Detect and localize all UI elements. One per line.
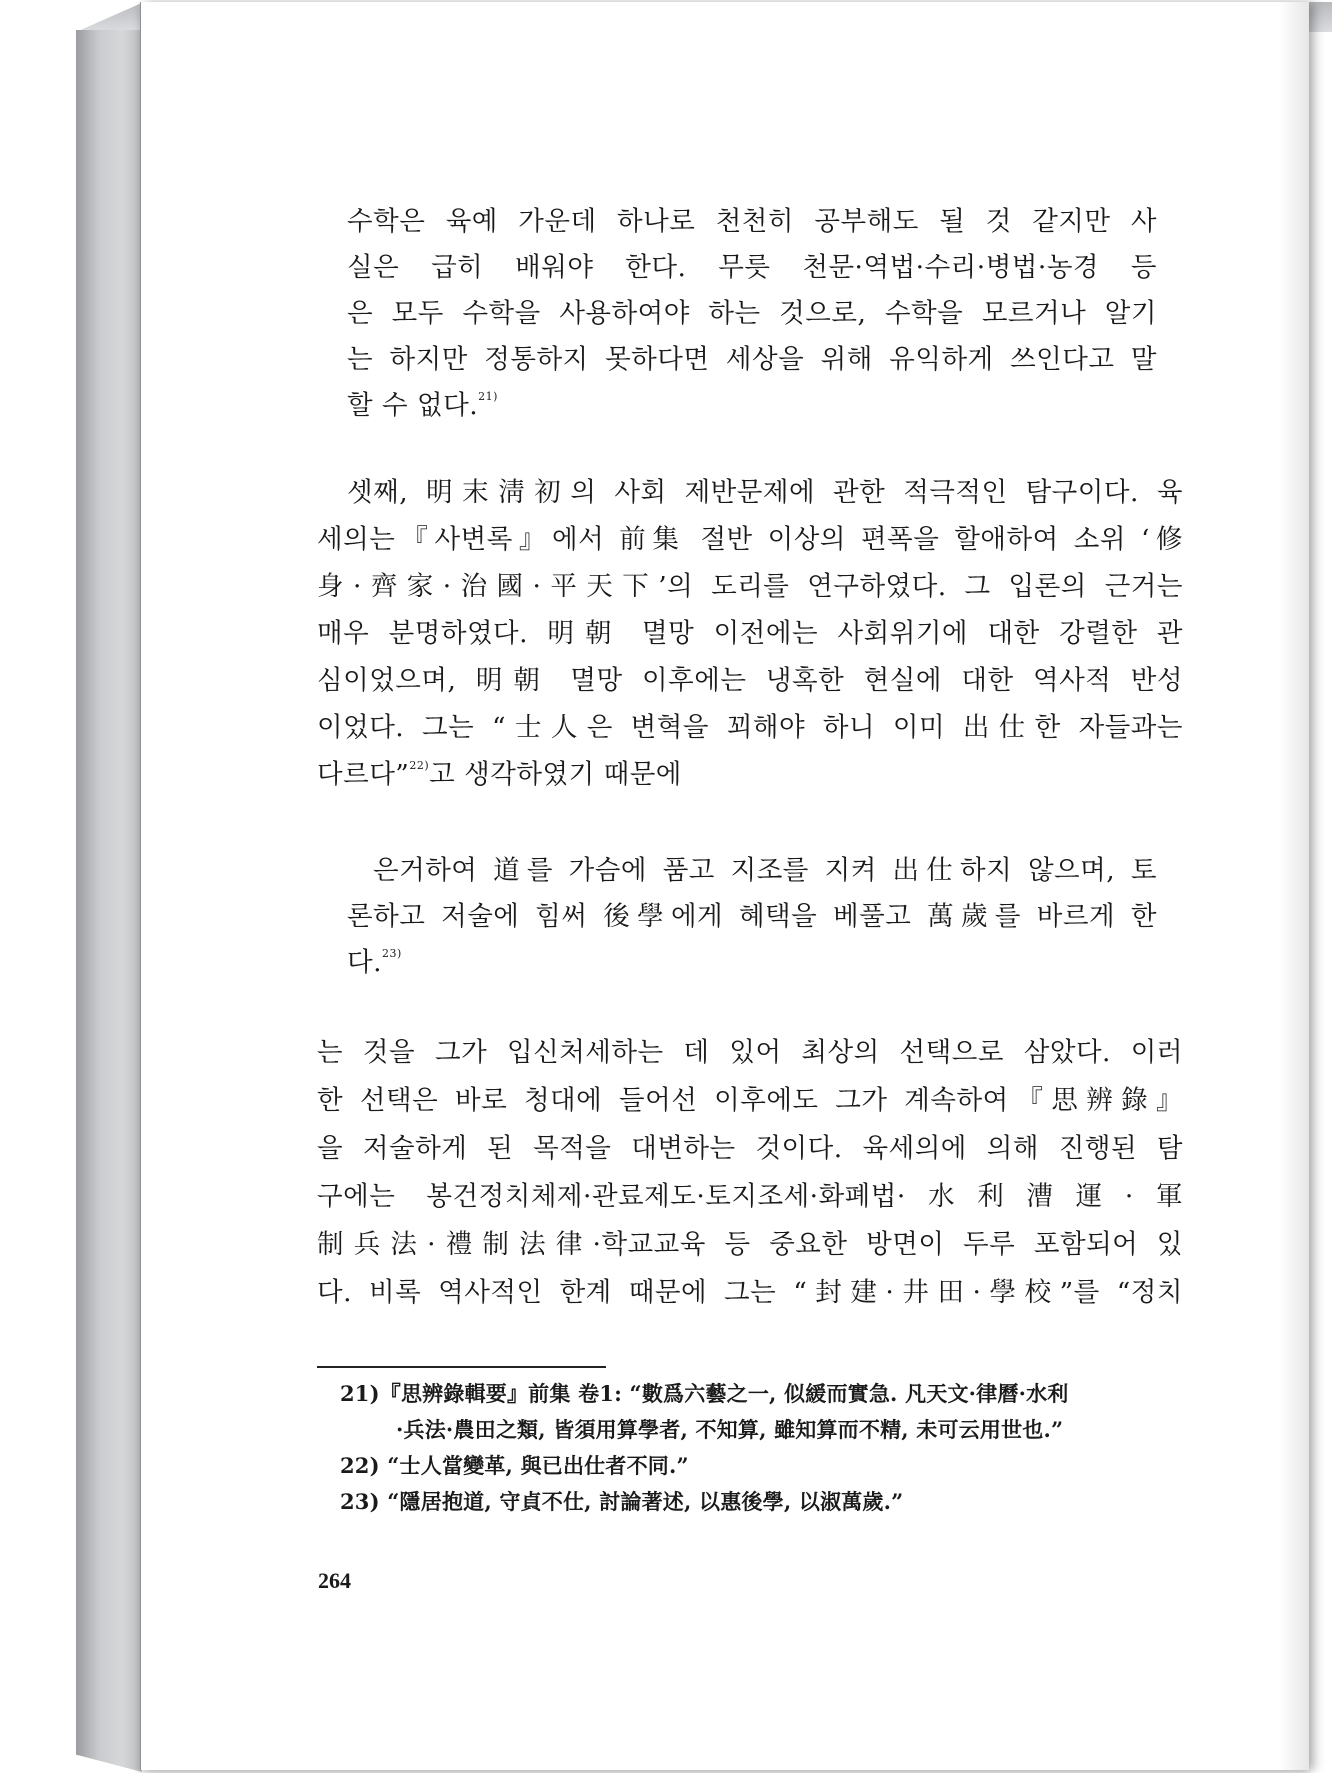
text-line: 는 하지만 정통하지 못하다면 세상을 위해 유익하게 쓰인다고 말: [347, 344, 1157, 375]
page-edge-shade: [1279, 2, 1309, 1770]
text-line: 身·齊家·治國·平天下’의 도리를 연구하였다. 그 입론의 근거는: [317, 571, 1183, 602]
footnote-21: 21)『思辨錄輯要』前集 卷1: “數爲六藝之一, 似緩而實急. 凡天文·律曆·水利: [340, 1381, 1069, 1406]
text-line: 은거하여 道를 가슴에 품고 지조를 지켜 出仕하지 않으며, 토: [373, 855, 1157, 886]
footnote-23: 23) “隱居抱道, 守貞不仕, 討論著述, 以惠後學, 以淑萬歲.”: [340, 1489, 904, 1514]
text-line: [347, 946, 402, 980]
text-fragment: 할 수 없다.: [347, 390, 479, 421]
footnote-ref: 22): [409, 759, 430, 772]
footnote-ref: 21): [478, 390, 498, 403]
text-line: 세의는『사변록』에서 前集 절반 이상의 편폭을 할애하여 소위 ‘修: [317, 524, 1183, 555]
text-line: 을 저술하게 된 목적을 대변하는 것이다. 육세의에 의해 진행된 탐: [317, 1133, 1183, 1164]
text-line: 셋째, 明末淸初의 사회 제반문제에 관한 적극적인 탐구이다. 육: [347, 477, 1183, 508]
text-line: 심이었으며, 明朝 멸망 이후에는 냉혹한 현실에 대한 역사적 반성: [317, 665, 1183, 696]
text-fragment: 다르다”: [317, 759, 410, 790]
text-fragment: 다.: [347, 947, 383, 978]
page-number: 264: [318, 1568, 351, 1593]
footnote-ref: 23): [382, 947, 402, 960]
text-line: 制兵法·禮制法律·학교교육 등 중요한 방면이 두루 포함되어 있: [317, 1229, 1183, 1260]
text-line: 매우 분명하였다. 明朝 멸망 이전에는 사회위기에 대한 강렬한 관: [317, 618, 1183, 649]
text-line: 다. 비록 역사적인 한계 때문에 그는 “封建·井田·學校”를 “정치: [317, 1277, 1183, 1308]
text-line: 는 것을 그가 입신처세하는 데 있어 최상의 선택으로 삼았다. 이러: [317, 1037, 1183, 1068]
text-line: [317, 758, 682, 792]
text-line: [347, 389, 498, 423]
text-line: 론하고 저술에 힘써 後學에게 혜택을 베풀고 萬歲를 바르게 한: [347, 901, 1157, 932]
text-line: 실은 급히 배워야 한다. 무릇 천문·역법·수리·병법·농경 등: [347, 252, 1157, 283]
text-line: 은 모두 수학을 사용하여야 하는 것으로, 수학을 모르거나 알기: [347, 298, 1157, 329]
text-line: 한 선택은 바로 청대에 들어선 이후에도 그가 계속하여『思辨錄』: [317, 1085, 1183, 1116]
footnote-21-continued: ·兵法·農田之類, 皆須用算學者, 不知算, 雖知算而不精, 未可云用世也.”: [396, 1417, 1064, 1442]
footnote-divider: [317, 1366, 606, 1368]
footnote-22: 22) “士人當變革, 與已出仕者不同.”: [340, 1453, 689, 1478]
text-fragment: 고 생각하였기 때문에: [429, 759, 682, 790]
text-line: 이었다. 그는 “士人은 변혁을 꾀해야 하니 이미 出仕한 자들과는: [317, 712, 1183, 743]
text-line: 구에는 봉건정치체제·관료제도·토지조세·화폐법·水利漕運·軍: [317, 1181, 1183, 1212]
text-line: 수학은 육예 가운데 하나로 천천히 공부해도 될 것 같지만 사: [347, 206, 1157, 237]
book-spine: [76, 30, 142, 1772]
